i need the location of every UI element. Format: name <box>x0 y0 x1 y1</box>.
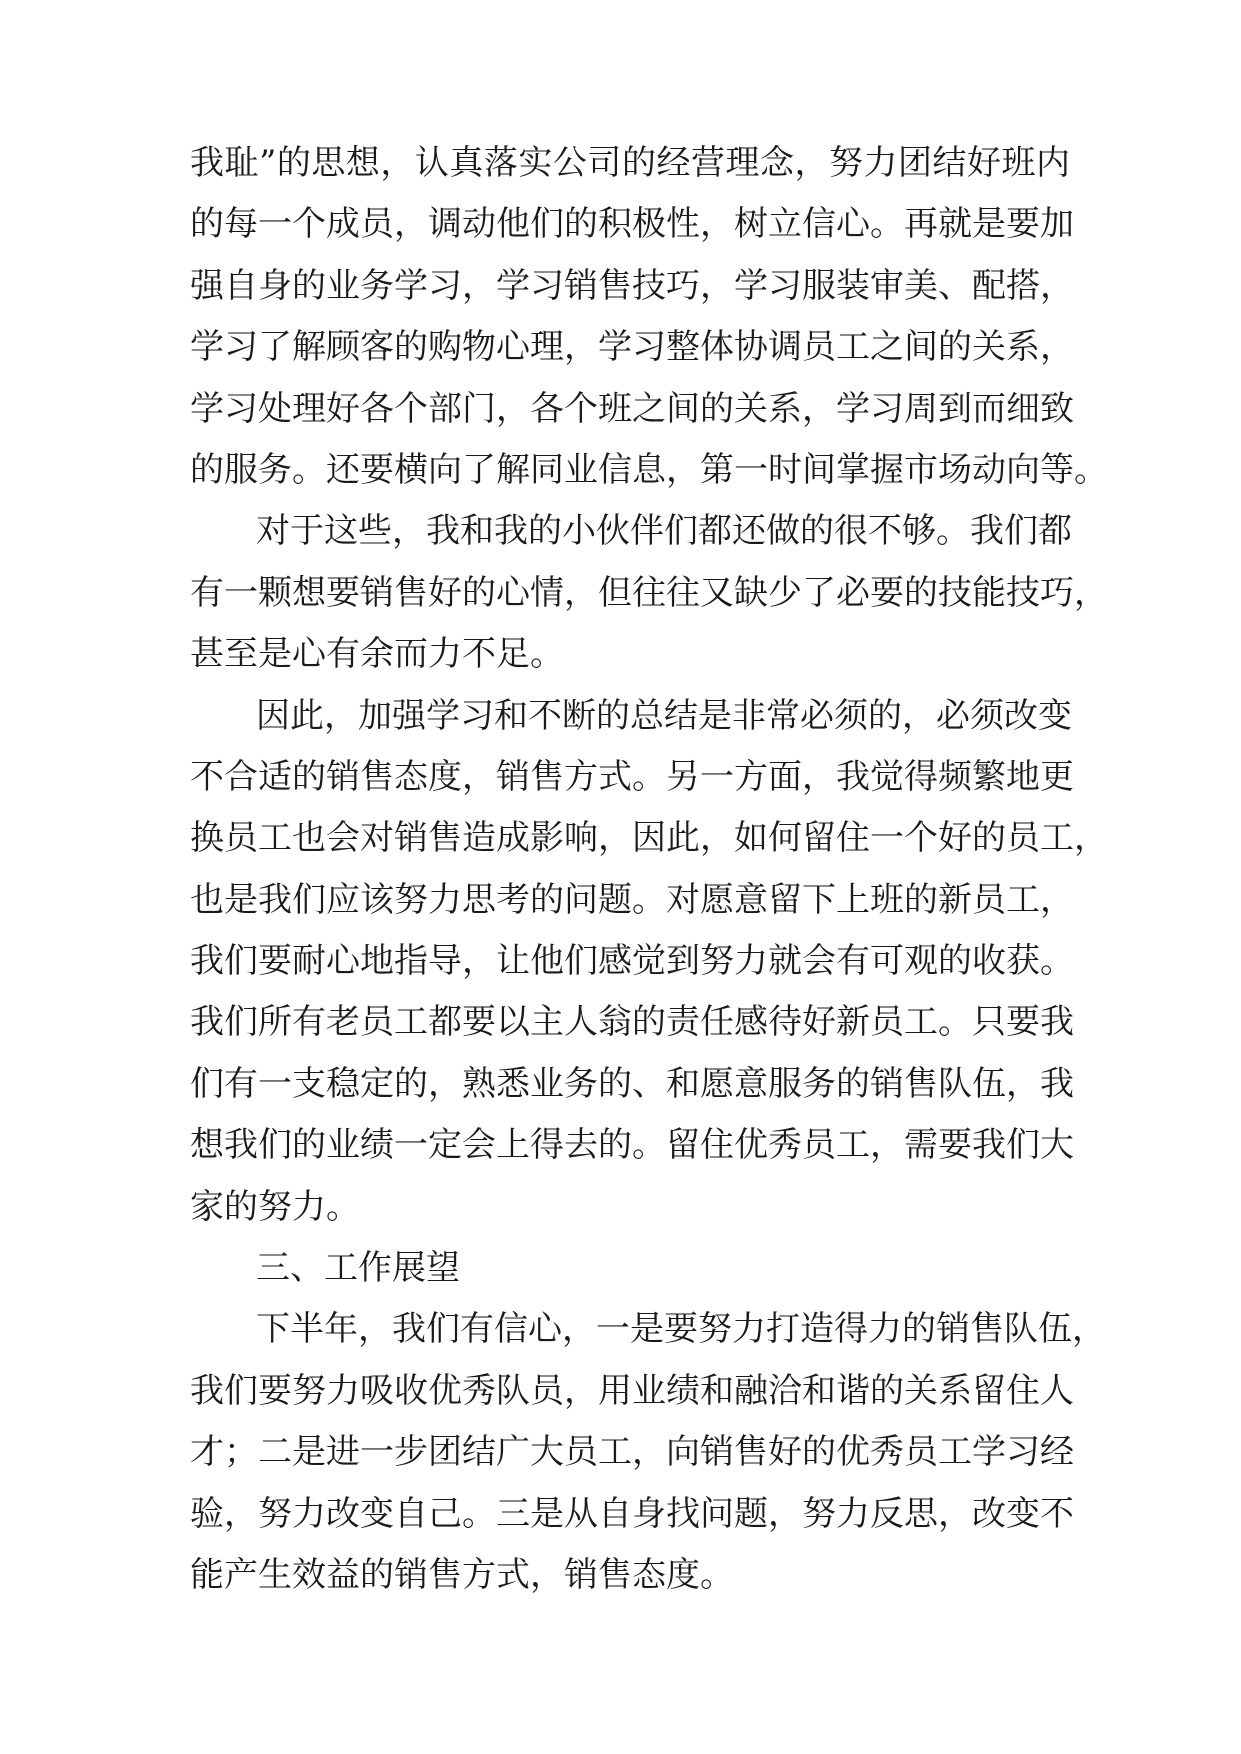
paragraph-line: 们有一支稳定的，熟悉业务的、和愿意服务的销售队伍，我 <box>190 1063 1074 1104</box>
paragraph-line: 不合适的销售态度，销售方式。另一方面，我觉得频繁地更 <box>190 756 1074 797</box>
paragraph-line: 有一颗想要销售好的心情，但往往又缺少了必要的技能技巧， <box>190 572 1108 613</box>
paragraph-line: 下半年，我们有信心，一是要努力打造得力的销售队伍， <box>256 1309 1106 1350</box>
document-body <box>190 133 1108 1606</box>
paragraph-line: 对于这些，我和我的小伙伴们都还做的很不够。我们都 <box>256 511 1072 552</box>
paragraph-line: 学习了解顾客的购物心理，学习整体协调员工之间的关系， <box>190 327 1074 368</box>
section-heading: 三、工作展望 <box>256 1248 460 1289</box>
paragraph-line: 家的努力。 <box>190 1186 360 1227</box>
paragraph-line: 换员工也会对销售造成影响，因此，如何留住一个好的员工， <box>190 818 1108 859</box>
paragraph-line: 能产生效益的销售方式，销售态度。 <box>190 1554 734 1595</box>
paragraph-line: 因此，加强学习和不断的总结是非常必须的，必须改变 <box>256 695 1072 736</box>
paragraph-line: 我们要努力吸收优秀队员，用业绩和融洽和谐的关系留住人 <box>190 1370 1074 1411</box>
paragraph-line: 想我们的业绩一定会上得去的。留住优秀员工，需要我们大 <box>190 1125 1074 1166</box>
paragraph-line: 的每一个成员，调动他们的积极性，树立信心。再就是要加 <box>190 204 1074 245</box>
paragraph-line: 验，努力改变自己。三是从自身找问题，努力反思，改变不 <box>190 1493 1074 1534</box>
paragraph-line: 我们所有老员工都要以主人翁的责任感待好新员工。只要我 <box>190 1002 1074 1043</box>
paragraph-line: 才；二是进一步团结广大员工，向销售好的优秀员工学习经 <box>190 1432 1074 1473</box>
paragraph-line: 我们要耐心地指导，让他们感觉到努力就会有可观的收获。 <box>190 941 1074 982</box>
paragraph-line: 强自身的业务学习，学习销售技巧，学习服装审美、配搭， <box>190 265 1074 306</box>
paragraph-line: 的服务。还要横向了解同业信息，第一时间掌握市场动向等。 <box>190 449 1108 490</box>
paragraph-line: 也是我们应该努力思考的问题。对愿意留下上班的新员工， <box>190 879 1074 920</box>
paragraph-line: 学习处理好各个部门，各个班之间的关系，学习周到而细致 <box>190 388 1074 429</box>
paragraph-line: 甚至是心有余而力不足。 <box>190 634 564 675</box>
paragraph-line: 我耻”的思想，认真落实公司的经营理念，努力团结好班内 <box>190 143 1070 183</box>
